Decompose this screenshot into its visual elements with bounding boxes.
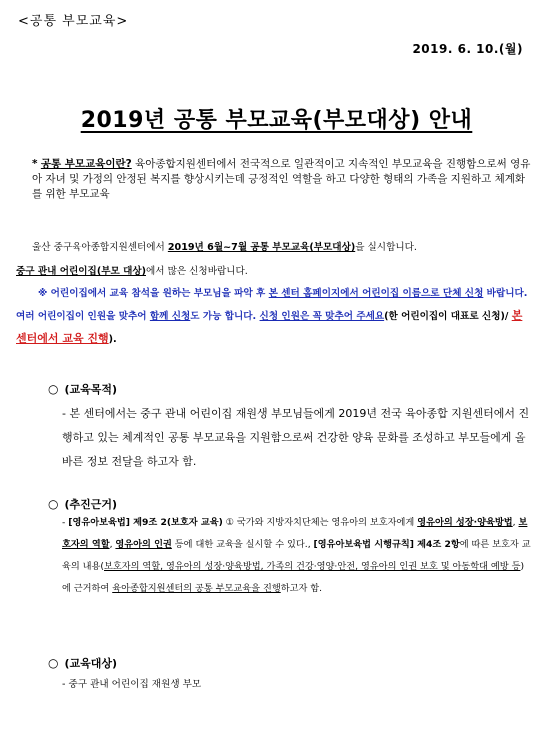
notice-t4: 함께 신청: [149, 311, 191, 322]
notice-t1: 어린이집에서 교육 참석을 원하는 부모님을 파악 후: [47, 288, 269, 299]
basis-art1: 제9조 2(보호자 교육): [129, 517, 223, 528]
basis-circle-icon: ○: [48, 497, 59, 511]
basis-k5: 육아종합지원센터의 공통 부모교육을 진행: [112, 583, 281, 594]
basis-text: [62, 512, 532, 600]
intro-part2: 을 실시합니다.: [355, 242, 417, 253]
intro-bold: 2019년 6월~7월 공통 부모교육(부모대상): [167, 242, 356, 253]
target-text: - 중구 관내 어린이집 재원생 부모: [62, 679, 202, 690]
basis-dash: -: [62, 517, 69, 528]
definition-star: *: [32, 158, 38, 170]
target-heading: (교육대상): [64, 657, 118, 670]
notice-t7: (한 어린이집이 대표로 신청)/: [384, 311, 512, 322]
basis-heading: (추진근거): [64, 498, 118, 511]
notice-t2: 본 센터 홈페이지에서 어린이집 이름으로 단체 신청: [268, 288, 484, 299]
basis-c1: ,: [512, 517, 519, 528]
basis-law2: [영유아보육법 시행규칙]: [313, 539, 414, 550]
document-date: 2019. 6. 10.(월): [412, 42, 523, 56]
notice-t8: 본 센터에서 교육 진행: [16, 309, 523, 345]
intro-paragraph: [16, 236, 536, 284]
notice-t3: 바랍니다. 여러 어린이집이 인원을 맞추어: [16, 288, 528, 322]
purpose-text: - 본 센터에서는 중구 관내 어린이집 재원생 부모님들에게 2019년 전국 육아종합 지원센터에서 진행하고 있는 체계적인 공통 부모교육을 지원함으로써 건강한 양육 문화를 조성하고 부모들에게 올바른 정보 전달을 하고자 함.: [62, 407, 530, 468]
notice-t9: ).: [108, 334, 117, 345]
definition-text: 육아종합지원센터에서 전국적으로 일관적이고 지속적인 부모교육을 진행함으로써 영유아 자녀 및 가정의 안정된 복지를 향상시키는데 긍정적인 역할을 하고 다양한 형태의 가족을 지원하고 체계화를 위한 부모교육: [32, 158, 531, 200]
basis-k3: 영유아의 인권: [115, 539, 172, 550]
basis-p5: 하고자 함.: [280, 583, 323, 594]
basis-p3: 에 따른 보호자 교육의 내용(: [62, 539, 531, 572]
notice-paragraph: [16, 283, 536, 351]
notice-t6: 신청 인원은 꼭 맞추어 주세요: [259, 311, 385, 322]
basis-k1: 영유아의 성장·양육방법: [417, 517, 513, 528]
section-target-heading: [48, 655, 117, 671]
intro-part1: 울산 중구육아종합지원센터에서: [32, 242, 168, 253]
basis-art2: 제4조 2항: [413, 539, 460, 550]
document-title: 2019년 공통 부모교육(부모대상) 안내: [80, 108, 473, 133]
purpose-circle-icon: ○: [48, 382, 59, 396]
section-basis-heading: [48, 496, 117, 512]
basis-k2: 보호자의 역할: [62, 517, 528, 550]
intro-line2-bold: 중구 관내 어린이집(부모 대상): [16, 266, 146, 277]
section-purpose-heading: [48, 381, 117, 397]
basis-p2: 등에 대한 교육을 실시할 수 있다.,: [171, 539, 311, 550]
purpose-heading: (교육목적): [64, 383, 118, 396]
notice-t5: 도 가능 합니다.: [190, 311, 260, 322]
header-label: <공통 부모교육>: [18, 14, 129, 29]
notice-mark: ※: [38, 288, 48, 299]
basis-c2: ,: [109, 539, 116, 550]
intro-line2-rest: 에서 많은 신청바랍니다.: [146, 266, 248, 277]
basis-k4: 보호자의 역할, 영유아의 성장·양육방법, 가족의 건강·영양·안전, 영유아의 인권 보호 및 아동학대 예방 등: [104, 561, 521, 572]
target-circle-icon: ○: [48, 656, 59, 670]
basis-p4: )에 근거하여: [62, 561, 525, 594]
definition-block: [32, 157, 532, 202]
definition-term: 공통 부모교육이란?: [40, 158, 132, 170]
basis-p1: ① 국가와 지방자치단체는 영유아의 보호자에게: [222, 517, 418, 528]
basis-law1: [영유아보육법]: [68, 517, 130, 528]
